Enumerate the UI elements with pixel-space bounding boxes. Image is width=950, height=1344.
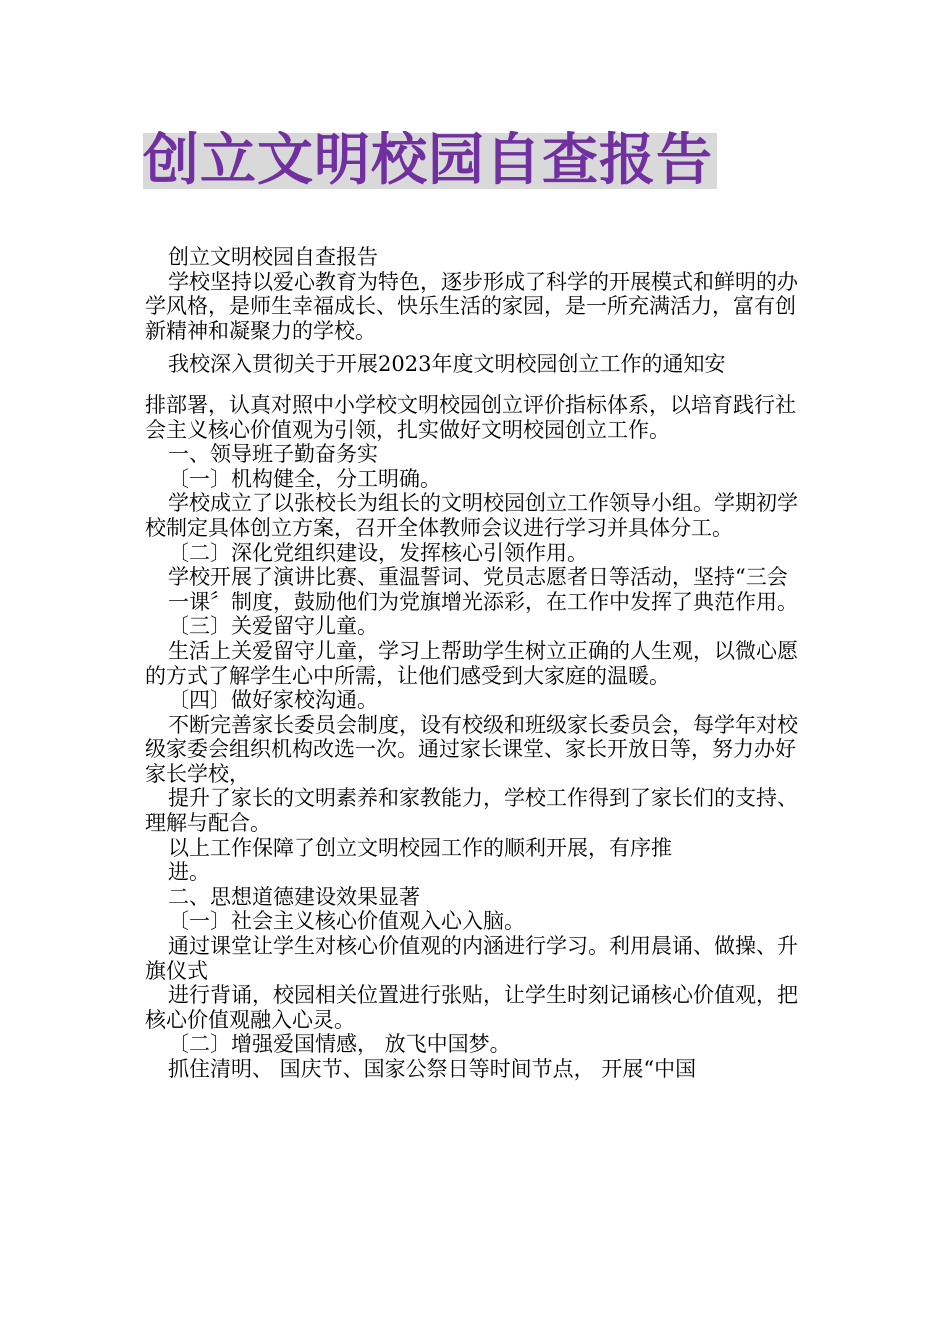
subsection-heading: 〔二〕增强爱国情感， 放飞中国梦。 [168,1032,511,1057]
paragraph: 学校成立了以张校长为组长的文明校园创立工作领导小组。学期初学校制定具体创立方案，召开全体教师会议进行学习并具体分工。 [145,491,798,540]
paragraph: 进。 [168,860,210,885]
paragraph: 学校开展了演讲比赛、重温誓词、党员志愿者日等活动，坚持“三会 [168,565,788,590]
paragraph: 提升了家长的文明素养和家教能力，学校工作得到了家长们的支持、理解与配合。 [145,786,798,836]
paragraph: 生活上关爱留守儿童，学习上帮助学生树立正确的人生观，以微心愿的方式了解学生心中所需，让他们感受到大家庭的温暖。 [145,638,798,688]
document-body [145,245,807,1082]
paragraph: 不断完善家长委员会制度，设有校级和班级家长委员会，每学年对校级家委会组织机构改选一次。通过家长课堂、家长开放日等，努力办好家长学校， [145,712,798,786]
paragraph-heading: 创立文明校园自查报告 [168,245,378,269]
subsection-heading: 〔一〕社会主义核心价值观入心入脑。 [168,909,525,934]
document-title: 创立文明校园自查报告 [143,131,713,191]
paragraph: 一课〞制度，鼓励他们为党旗增光添彩，在工作中发挥了典范作用。 [168,589,798,614]
subsection-heading: 〔二〕深化党组织建设，发挥核心引领作用。 [168,540,588,565]
paragraph: 抓住清明、 国庆节、国家公祭日等时间节点， 开展“中国 [168,1057,697,1081]
paragraph: 进行背诵，校园相关位置进行张贴，让学生时刻记诵核心价值观，把核心价值观融入心灵。 [145,983,798,1032]
paragraph: 我校深入贯彻关于开展2023年度文明校园创立工作的通知安 [168,352,726,377]
subsection-heading: 〔四〕做好家校沟通。 [168,688,378,713]
subsection-heading: 〔一〕机构健全，分工明确。 [168,466,441,491]
title-highlight [143,133,717,189]
paragraph-intro: 学校坚持以爱心教育为特色，逐步形成了科学的开展模式和鲜明的办学风格，是师生幸福成长、快乐生活的家园，是一所充满活力，富有创新精神和凝聚力的学校。 [145,269,798,343]
paragraph: 通过课堂让学生对核心价值观的内涵进行学习。利用晨诵、做操、升旗仪式 [145,934,798,983]
paragraph: 以上工作保障了创立文明校园工作的顺利开展，有序推 [168,835,672,860]
section-heading: 二、思想道德建设效果显著 [168,884,420,909]
section-heading: 一、领导班子勤奋务实 [168,442,378,467]
subsection-heading: 〔三〕关爱留守儿童。 [168,614,378,639]
paragraph: 排部署，认真对照中小学校文明校园创立评价指标体系，以培育践行社会主义核心价值观为引领，扎实做好文明校园创立工作。 [145,392,796,442]
